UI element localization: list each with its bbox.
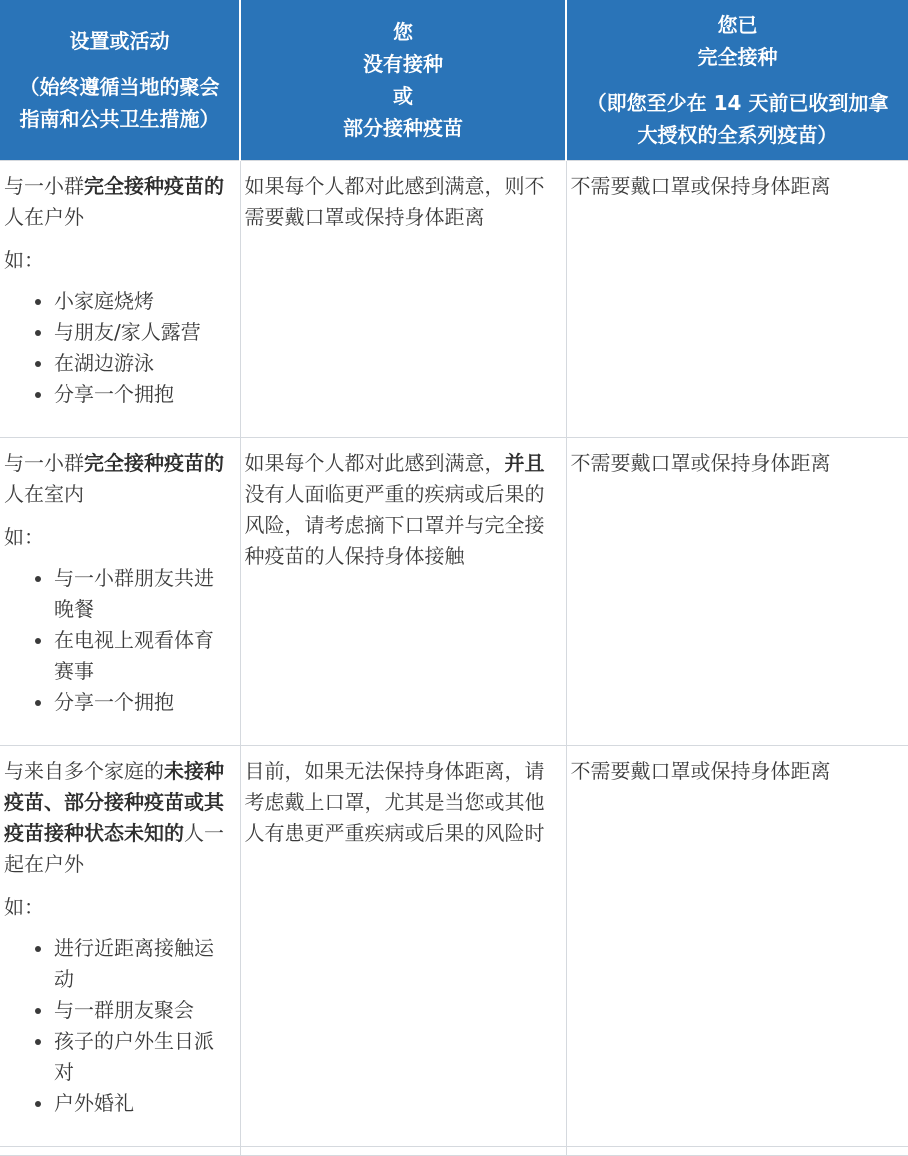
list-item: • 在电视上观看体育赛事 [54,625,234,687]
table-row-partial [0,1147,908,1156]
header-unvaccinated: 您 没有接种 或 部分接种疫苗 [240,0,566,161]
unvaccinated-cell: 如果每个人都对此感到满意，并且没有人面临更严重的疾病或后果的风险，请考虑摘下口罩并与完全接种疫苗的人保持身体接触 [240,438,566,746]
vaccinated-cell: 不需要戴口罩或保持身体距离 [566,161,908,438]
list-item: • 户外婚礼 [54,1088,234,1119]
example-label: 如： [4,248,44,272]
unvaccinated-cell: 如果每个人都对此感到满意，则不需要戴口罩或保持身体距离 [240,161,566,438]
setting-text: 与一小群完全接种疫苗的人在户外 [4,174,224,229]
example-list [4,933,234,1119]
vaccinated-cell: 不需要戴口罩或保持身体距离 [566,438,908,746]
unvaccinated-cell: 目前，如果无法保持身体距离，请考虑戴上口罩，尤其是当您或其他人有患更严重疾病或后果的风险时 [240,746,566,1147]
example-label: 如： [4,525,44,549]
vaccinated-cell: 不需要戴口罩或保持身体距离 [566,746,908,1147]
header-row [0,0,908,161]
setting-cell [0,161,240,438]
table-row [0,161,908,438]
list-item: • 分享一个拥抱 [54,379,234,410]
list-item: • 与一小群朋友共进晚餐 [54,563,234,625]
setting-text: 与来自多个家庭的未接种疫苗、部分接种疫苗或其疫苗接种状态未知的人一起在户外 [4,759,224,876]
list-item: • 在湖边游泳 [54,348,234,379]
example-list [4,563,234,718]
table-row [0,438,908,746]
table-row [0,746,908,1147]
list-item: • 孩子的户外生日派对 [54,1026,234,1088]
setting-text: 与一小群完全接种疫苗的人在室内 [4,451,224,506]
example-list [4,286,234,410]
list-item: • 与朋友/家人露营 [54,317,234,348]
setting-cell [0,746,240,1147]
header-setting: 设置或活动 （始终遵循当地的聚会 指南和公共卫生措施） [0,0,240,161]
list-item: • 与一群朋友聚会 [54,995,234,1026]
example-label: 如： [4,895,44,919]
setting-cell [0,438,240,746]
list-item: • 进行近距离接触运动 [54,933,234,995]
list-item: • 小家庭烧烤 [54,286,234,317]
list-item: • 分享一个拥抱 [54,687,234,718]
header-vaccinated: 您已 完全接种 （即您至少在 14 天前已收到加拿 大授权的全系列疫苗） [566,0,908,161]
